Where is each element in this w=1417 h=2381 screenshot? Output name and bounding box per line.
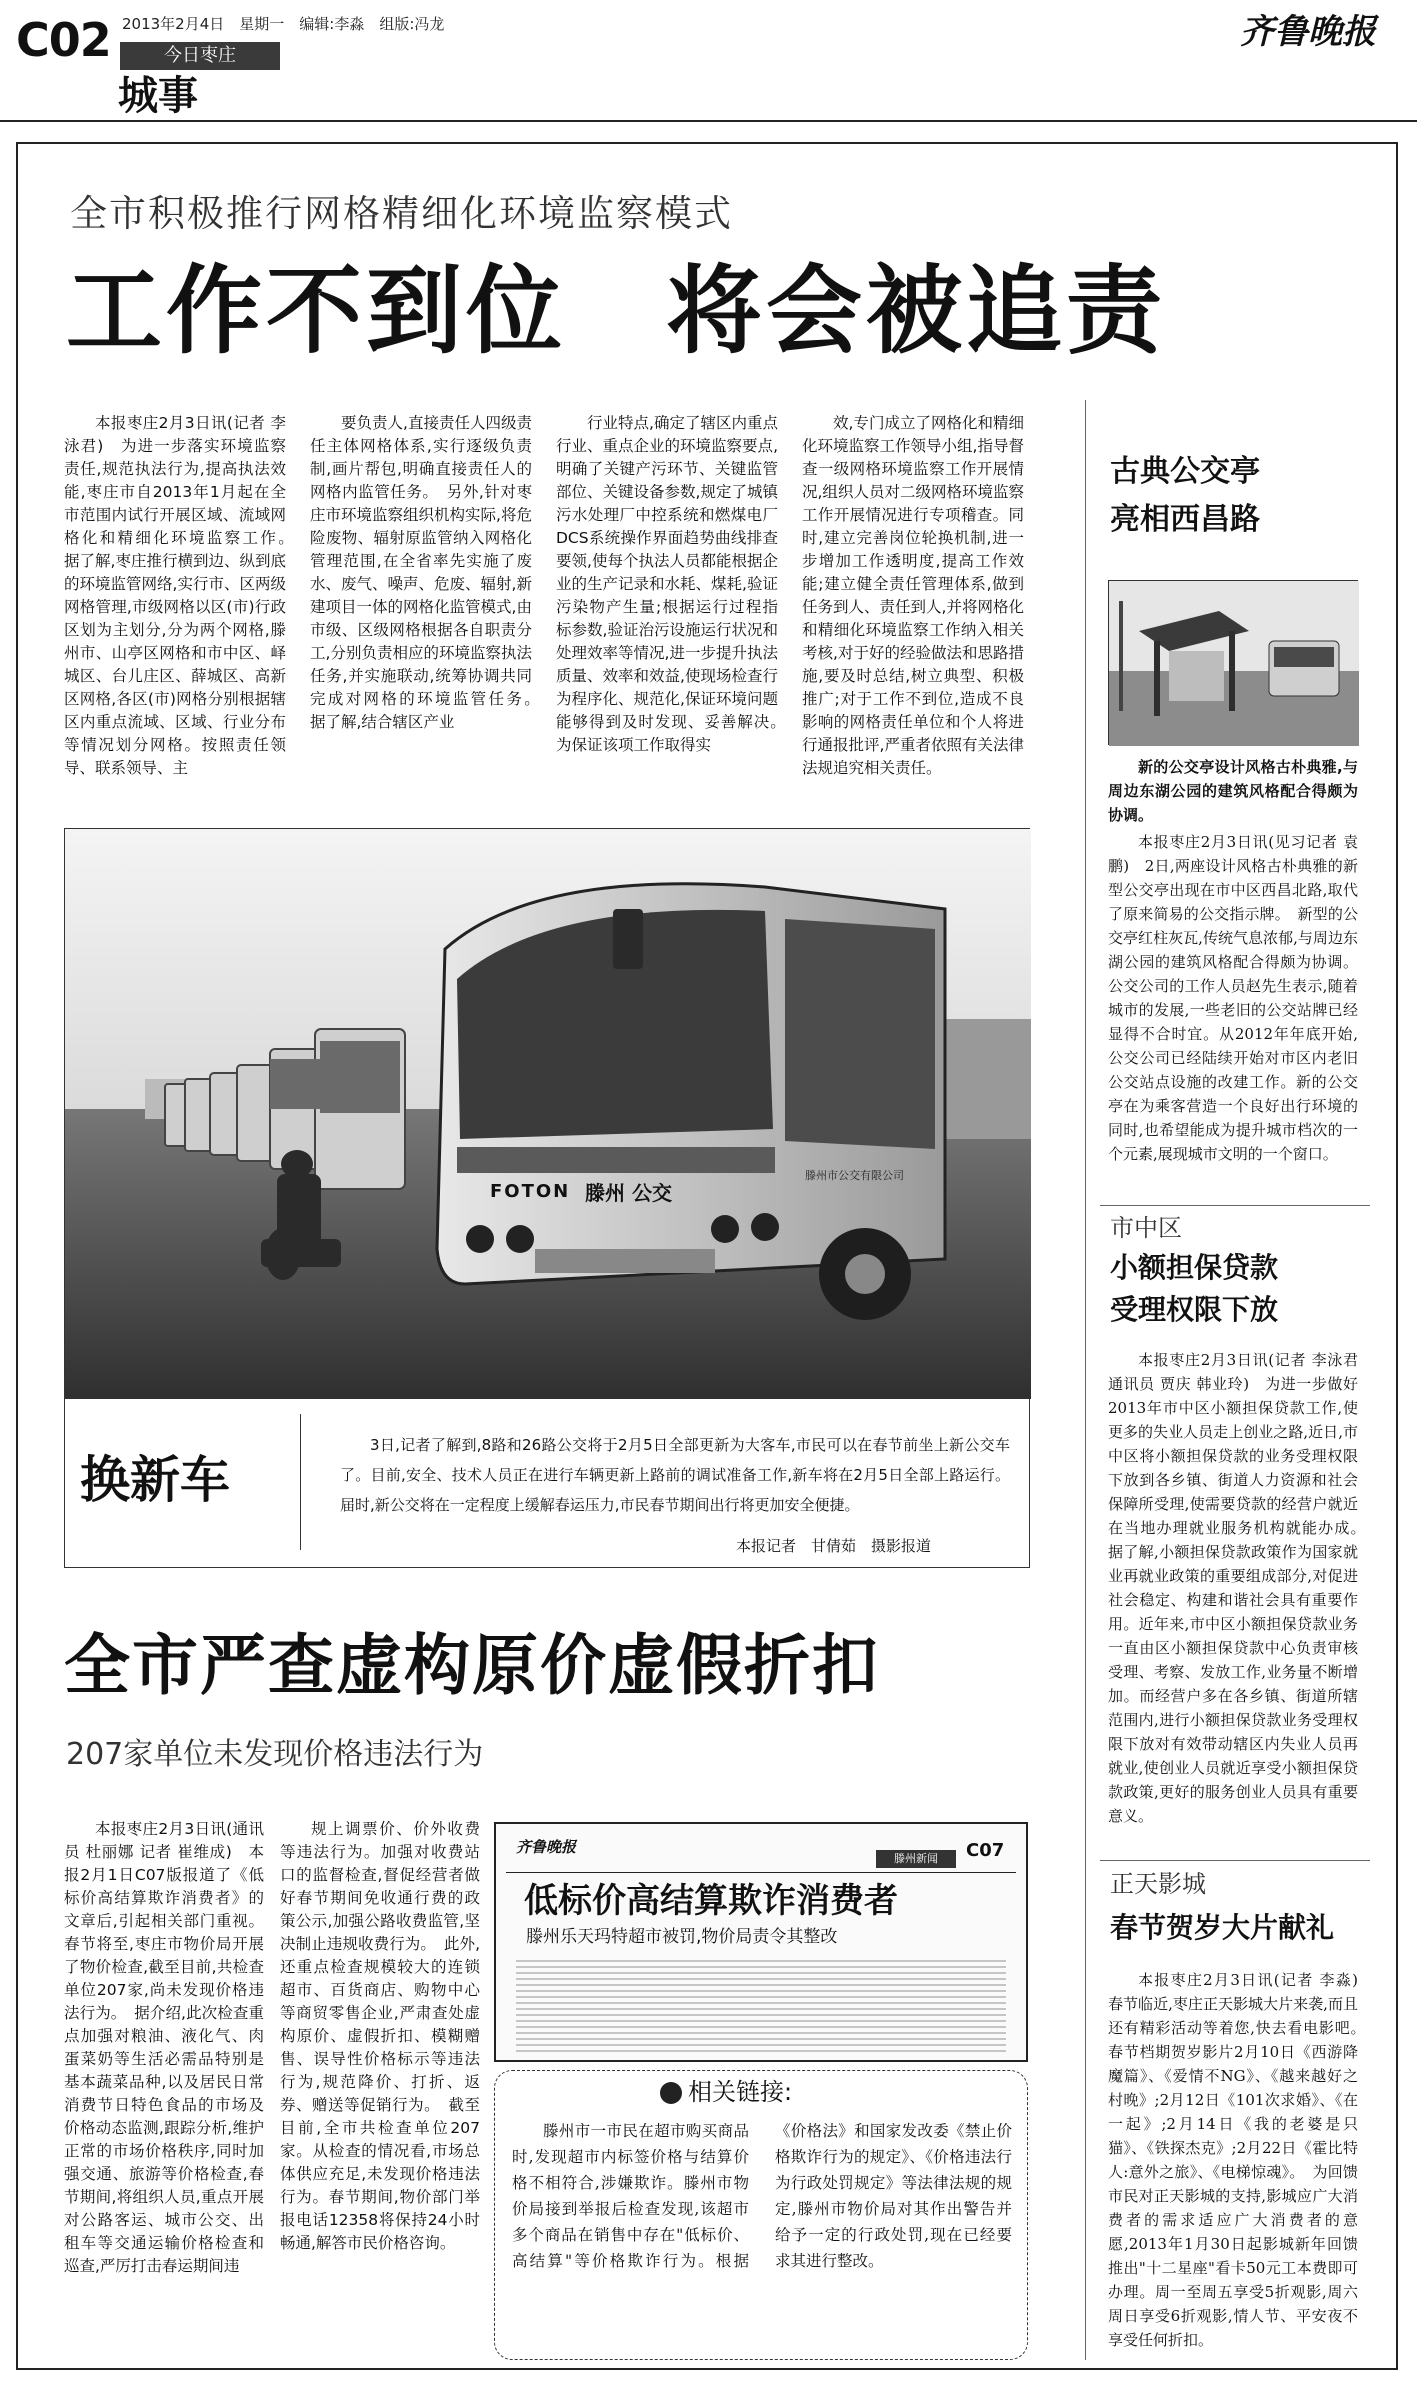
bus-brand-label: FOTON <box>490 1181 571 1202</box>
loan-headline-2: 受理权限下放 <box>1110 1293 1279 1326</box>
bus-company-label: 滕州市公交有限公司 <box>805 1169 904 1182</box>
related-text: 滕州市一市民在超市购买商品时,发现超市内标签价格与结算价格不相符合,涉嫌欺诈。滕州市物价局接到举报后检查发现,该超市多个商品在销售中存在"低标价、高结算"等价格欺诈行为。根据《价格法》和国家发改委《禁止价格欺诈行为的规定》、《价格违法行为行政处罚规定》等法律法规的规定,滕州市物价局对其作出警告并给予一定的行政处罚,现在已经要求其进行整改。 <box>512 2122 1012 2270</box>
price-subhead: 207家单位未发现价格违法行为 <box>66 1737 484 1772</box>
price-column-2: 规上调票价、价外收费等违法行为。加强对收费站口的监督检查,督促经营者做好春节期间免收通行费的政策公示,加强公路收费监管,坚决制止违规收费行为。 此外,还重点检查规模较大的连锁超市、百货商店、购物中心等商贸零售企业,严肃查处虚构原价、虚假折扣、模糊赠售、误导性价格标示等违法行为,规范降价、打折、返券、赠送等促销行为。 截至目前,全市共检查单位207家。从检查的情况看,市场总体供应充足,未发现价格违法行为。春节期间,物价部门举报电话12358将保持24小时畅通,解答市民价格咨询。 <box>280 1820 480 2252</box>
bus-route-sign: 滕州 公交 <box>585 1181 672 1205</box>
sidebar-divider <box>1085 400 1086 2360</box>
clip-headline: 低标价高结算欺诈消费者 <box>524 1881 898 1921</box>
masthead-rule <box>0 120 1417 122</box>
loan-body: 本报枣庄2月3日讯(记者 李泳君 通讯员 贾庆 韩业玲) 为进一步做好2013年市中区小额担保贷款工作,使更多的失业人员走上创业之路,近日,市中区将小额担保贷款的业务受理权限下放到各乡镇、街道人力资源和社会保障所受理,使需要贷款的经营户就近在当地办理就业服务机构就能办成。 据了解,小额担保贷款政策作为国家就业再就业政策的重要组成部分,对促进社会稳定、构建和谐社会具有重要作用。近年来,市中区小额担保贷款业务一直由区小额担保贷款中心负责审核受理、考察、发放工作,业务量不断增加。而经营户多在各乡镇、街道所辖范围内,进行小额担保贷款业务受理权限下放对有效带动辖区内失业人员再就业,使创业人员就近享受小额担保贷款政策,更好的服务创业人员具有重要意义。 <box>1108 1351 1374 1825</box>
bus-stop-headline-2: 亮相西昌路 <box>1110 502 1260 537</box>
bus-stop-illustration <box>1109 581 1359 746</box>
section-name: 城事 <box>118 73 198 119</box>
date-line: 2013年2月4日 星期一 编辑:李淼 组版:冯龙 <box>122 15 445 33</box>
price-column-1: 本报枣庄2月3日讯(通讯员 杜丽娜 记者 崔维成) 本报2月1日C07版报道了《低标价高结算欺诈消费者》的文章后,引起相关部门重视。春节将至,枣庄市物价局开展了物价检查,截至目前,共检查单位207家,尚未发现价格违法行为。 据介绍,此次检查重点加强对粮油、液化气、肉蛋菜奶等生活必需品特别是基本蔬菜品种,以及居民日常消费节日特色食品的市场及价格动态监测,跟踪分析,维护正常的市场价格秩序,同时加强交通、旅游等价格检查,春节期间,将组织人员,重点开展对公路客运、城市公交、出租车等交通运输价格检查和巡查,严厉打击春运期间违 <box>64 1820 264 2275</box>
lead-column-4: 效,专门成立了网格化和精细化环境监察工作领导小组,指导督查一级网格环境监察工作开展情况,组织人员对二级网格环境监察工作开展情况进行专项稽查。同时,建立完善岗位轮换机制,进一步增加工作透明度,提高工作效能;建立健全责任管理体系,做到任务到人、责任到人,并将网格化和精细化环境监察工作纳入相关考核,对于好的经验做法和思路措施,要及时总结,树立典型、积极推广;对于工作不到位,造成不良影响的网格责任单位和个人将进行通报批评,严重者依照有关法律法规追究相关责任。 <box>802 414 1024 777</box>
lead-column-3: 行业特点,确定了辖区内重点行业、重点企业的环境监察要点,明确了关键产污环节、关键监管部位、关键设备参数,规定了城镇污水处理厂中控系统和燃煤电厂DCS系统操作界面趋势曲线排查要领,使每个执法人员都能根据企业的生产记录和水耗、煤耗,验证污染物产生量;根据运行过程指标参数,验证治污设施运行状况和处理效率等情况,进一步提升执法质量、效率和效益,使现场检查行为程序化、规范化,保证环境问题能够得到及时发现、妥善解决。 为保证该项工作取得实 <box>556 414 794 754</box>
loan-kicker: 市中区 <box>1110 1214 1182 1242</box>
bus-photo-illustration <box>65 829 1031 1399</box>
lead-headline: 工作不到位 将会被追责 <box>66 255 1166 367</box>
lead-column-2: 要负责人,直接责任人四级责任主体网格体系,实行逐级负责制,画片帮包,明确直接责任人的网格内监管任务。 另外,针对枣庄市环境监察组织机构实际,将危险废物、辐射原监管纳入网格化管理范围,在全省率先实施了废水、废气、噪声、危废、辐射,新建项目一体的网格化监管模式,由市级、区级网格根据各自职责分工,分别负责相应的环境监察执法任务,并实施联动,统筹协调共同完成对网格的环境监管任务。 据了解,结合辖区产业 <box>310 414 548 731</box>
related-title: 相关链接: <box>688 2078 793 2106</box>
loan-headline-1: 小额担保贷款 <box>1110 1251 1279 1284</box>
sidebar-rule-2 <box>1100 1860 1370 1861</box>
bus-stop-photo-caption: 新的公交亭设计风格古朴典雅,与周边东湖公园的建筑风格配合得颇为协调。 <box>1108 758 1358 824</box>
cinema-kicker: 正天影城 <box>1110 1870 1206 1898</box>
cinema-body: 本报枣庄2月3日讯(记者 李淼) 春节临近,枣庄正天影城大片来袭,而且还有精彩活动等着您,快去看电影吧。 春节档期贺岁影片2月10日《西游降魔篇》、《爱情不NG》、《越来越好之村晚》;2月12日《101次求婚》、《在一起》;2月14日《我的老婆是只猫》、《铁探杰克》;2月22日《霍比特人:意外之旅》、《电梯惊魂》。 为回馈市民对正天影城的支持,影城应广大消费者的需求适应广大消费者的意愿,2013年1月30日起影城新年回馈推出"十二星座"看卡50元工本费即可办理。周一至周五享受5折观影,周六周日享受6折观影,情人节、平安夜不享受任何折扣。 <box>1108 1971 1374 2349</box>
cinema-headline: 春节贺岁大片献礼 <box>1110 1911 1335 1944</box>
caption-divider <box>300 1414 301 1550</box>
clip-text-texture <box>516 1960 1006 2052</box>
lead-column-1: 本报枣庄2月3日讯(记者 李泳君) 为进一步落实环境监察责任,规范执法行为,提高执法效能,枣庄市自2013年1月起在全市范围内试行开展区域、流域网格化和精细化环境监察工作。 据了解,枣庄推行横到边、纵到底的环境监管网络,实行市、区两级网格管理,市级网格以区(市)行政区划为主划分,分为两个网格,滕州市、山亭区网格和市中区、峄城区、台儿庄区、薛城区、高新区网格,各区(市)网格分别根据辖区内重点流域、区域、行业分布等情况划分网格。按照责任领导、联系领导、主 <box>64 414 302 777</box>
clip-subhead: 滕州乐天玛特超市被罚,物价局责令其整改 <box>526 1927 838 1947</box>
lead-kicker: 全市积极推行网格精细化环境监察模式 <box>70 192 733 235</box>
page-number: C02 <box>16 13 111 67</box>
bus-stop-body: 本报枣庄2月3日讯(见习记者 袁鹏) 2日,两座设计风格古朴典雅的新型公交亭出现在市中区西昌北路,取代了原来简易的公交指示牌。 新型的公交亭红柱灰瓦,传统气息浓郁,与周边东湖公园的建筑风格配合得颇为协调。公交公司的工作人员赵先生表示,随着城市的发展,一些老旧的公交站牌已经显得不合时宜。从2012年年底开始,公交公司已经陆续开始对市区内老旧公交站点设施的改建工作。新的公交亭在为乘客营造一个良好出行环境的同时,也希望能成为提升城市档次的一个元素,展现城市文明的一个窗口。 <box>1108 833 1358 1163</box>
bus-photo <box>64 828 1030 1398</box>
sidebar-rule-1 <box>1100 1205 1370 1206</box>
clip-logo: 齐鲁晚报 <box>516 1838 577 1856</box>
section-tag: 今日枣庄 <box>120 42 280 70</box>
photo-caption: 3日,记者了解到,8路和26路公交将于2月5日全部更新为大客车,市民可以在春节前坐上新公交车了。目前,安全、技术人员正在进行车辆更新上路前的调试准备工作,新车将在2月5日全部上路运行。届时,新公交将在一定程度上缓解春运压力,市民春节期间出行将更加安全便捷。 <box>340 1436 1010 1514</box>
related-icon <box>660 2082 682 2104</box>
photo-label: 换新车 <box>80 1451 230 1509</box>
bus-stop-photo <box>1108 580 1358 745</box>
clip-page-number: C07 <box>966 1840 1005 1861</box>
paper-logo: 齐鲁晚报 <box>1240 12 1376 52</box>
clip-rule <box>506 1872 1016 1873</box>
clipping-box <box>494 1822 1028 2062</box>
clip-section: 滕州新闻 <box>876 1850 956 1868</box>
bus-stop-headline-1: 古典公交亭 <box>1110 454 1260 489</box>
price-headline: 全市严查虚构原价虚假折扣 <box>64 1627 880 1704</box>
photo-credit: 本报记者 甘倩茹 摄影报道 <box>736 1537 932 1555</box>
